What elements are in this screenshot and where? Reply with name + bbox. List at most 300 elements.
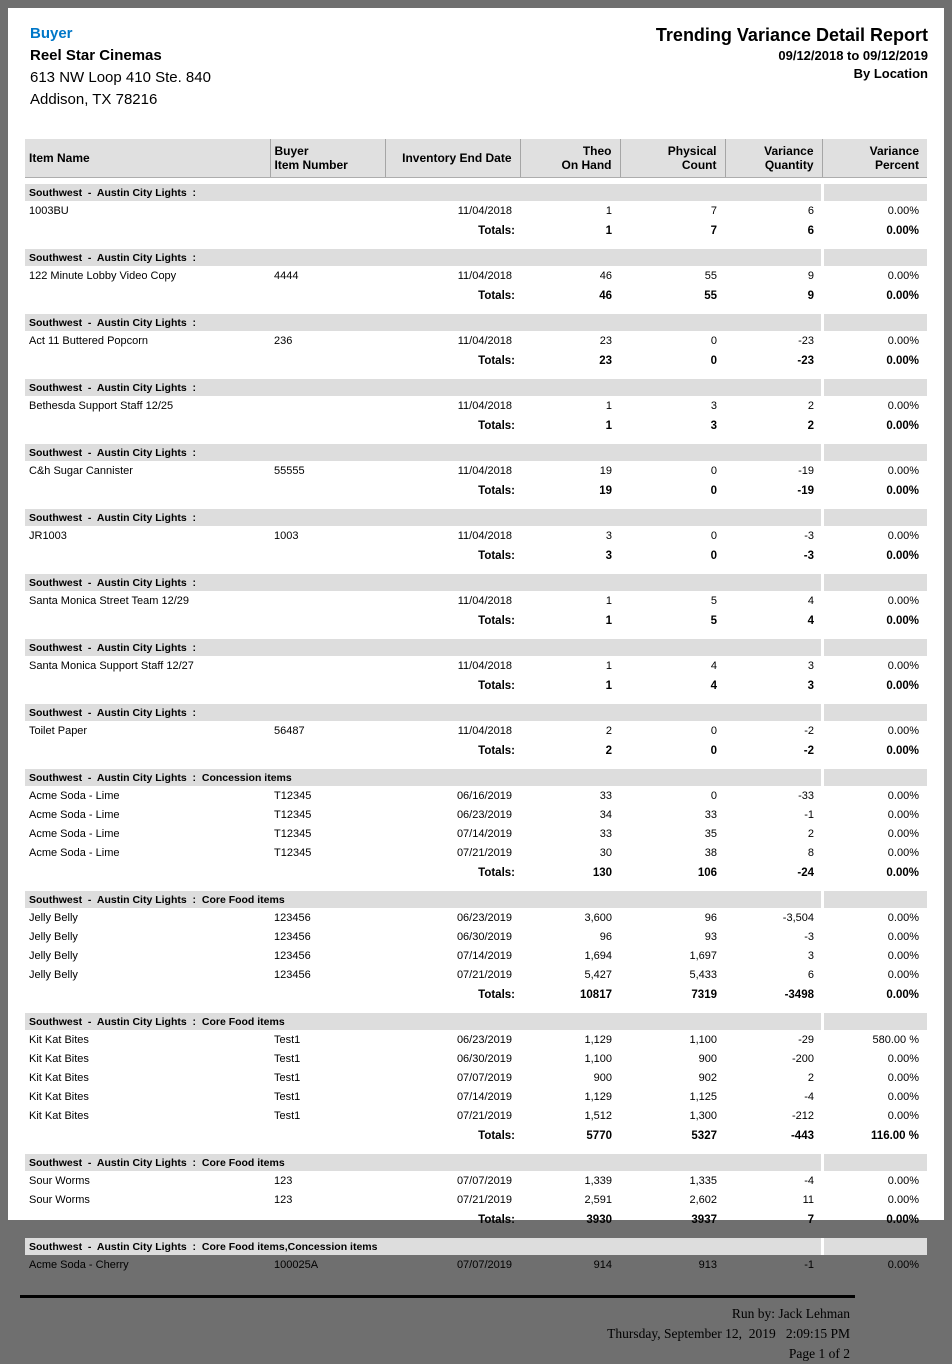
physical-count-cell: 913 [698,1258,717,1271]
totals-variance-quantity: -3 [803,550,814,562]
theo-on-hand-cell: 1,100 [584,1052,612,1065]
totals-label: Totals: [478,867,515,879]
report-title: Trending Variance Detail Report [655,25,928,45]
column-header-theo-on-hand: Theo On Hand [520,139,620,178]
item-row [25,1030,927,1049]
theo-on-hand-cell: 30 [599,846,612,859]
group-header-label: Southwest - Austin City Lights : Core Food items [25,1013,822,1030]
report-date-range: 09/12/2018 to 09/12/2019 [778,48,928,63]
buyer-item-number-cell [270,591,385,610]
totals-variance-percent: 0.00% [886,867,919,879]
variance-quantity-cell: 6 [807,204,814,217]
physical-count-cell: 902 [698,1071,717,1084]
buyer-item-number-cell: Test1 [274,1071,301,1084]
report-title-block [656,23,928,111]
totals-physical-count: 4 [710,680,717,692]
physical-count-cell: 0 [710,464,717,477]
group-gap-row [25,762,927,769]
theo-on-hand-cell: 46 [599,269,612,282]
totals-theo-on-hand: 1 [605,680,612,692]
buyer-item-number-cell: T12345 [274,808,312,821]
variance-quantity-cell: 2 [807,827,814,840]
group-gap-row [25,1147,927,1154]
physical-count-cell: 7 [710,204,717,217]
totals-variance-percent: 0.00% [886,1214,919,1226]
variance-quantity-cell: -2 [804,724,814,737]
run-by-text: Run by: Jack Lehman [731,1306,850,1321]
group-gap-row [25,437,927,444]
inventory-end-date-cell: 07/21/2019 [456,1193,512,1206]
group-header-row [25,891,927,908]
column-header-variance-quantity: Variance Quantity [725,139,822,178]
item-name-cell: Acme Soda - Lime [29,808,120,821]
physical-count-cell: 1,125 [689,1090,717,1103]
totals-variance-percent: 0.00% [886,355,919,367]
inventory-end-date-cell: 06/30/2019 [456,1052,512,1065]
totals-row [25,350,927,372]
group-header-label: Southwest - Austin City Lights : Core Food items,Concession items [25,1238,822,1255]
inventory-end-date-cell: 11/04/2018 [457,594,512,607]
group-gap-row [25,372,927,379]
inventory-end-date-cell: 11/04/2018 [457,269,512,282]
item-row [25,1049,927,1068]
item-name-cell: Santa Monica Street Team 12/29 [29,594,190,607]
report-grouping-label: By Location [853,66,928,81]
totals-row [25,1125,927,1147]
theo-on-hand-cell: 1 [605,399,612,412]
item-row [25,591,927,610]
buyer-item-number-cell: Test1 [274,1033,301,1046]
totals-theo-on-hand: 1 [605,615,612,627]
totals-blank-cell [25,545,385,567]
theo-on-hand-cell: 2,591 [584,1193,612,1206]
totals-physical-count: 5327 [691,1130,717,1142]
variance-percent-cell: 0.00% [887,930,919,943]
page-number-text: Page 1 of 2 [788,1346,850,1361]
group-header-row [25,574,927,591]
theo-on-hand-cell: 96 [599,930,612,943]
totals-physical-count: 7319 [691,989,717,1001]
totals-physical-count: 0 [710,745,717,757]
item-name-cell: Kit Kat Bites [29,1090,89,1103]
variance-quantity-cell: -3 [804,930,814,943]
variance-percent-cell: 0.00% [887,949,919,962]
item-name-cell: Act 11 Buttered Popcorn [29,334,149,347]
totals-blank-cell [25,220,385,242]
physical-count-cell: 38 [704,846,717,859]
address-line-1: 613 NW Loop 410 Ste. 840 [30,69,211,86]
inventory-end-date-cell: 06/23/2019 [456,1033,512,1046]
totals-label: Totals: [478,680,515,692]
item-name-cell: JR1003 [29,529,67,542]
item-row [25,656,927,675]
totals-physical-count: 55 [704,290,717,302]
column-header-inventory-end-date: Inventory End Date [385,139,520,178]
inventory-end-date-cell: 11/04/2018 [457,724,512,737]
footer-divider [20,1295,855,1298]
variance-percent-cell: 0.00% [887,1174,919,1187]
group-header-label: Southwest - Austin City Lights : [25,509,822,526]
theo-on-hand-cell: 1,129 [584,1033,612,1046]
group-gap-row [25,242,927,249]
group-header-label: Southwest - Austin City Lights : [25,444,822,461]
buyer-item-number-cell: 123456 [274,968,311,981]
physical-count-cell: 96 [704,911,717,924]
group-gap-row [25,502,927,509]
totals-label: Totals: [478,745,515,757]
totals-blank-cell [25,1209,385,1231]
item-name-cell: Toilet Paper [29,724,88,737]
column-header-item-name: Item Name [25,139,270,178]
totals-theo-on-hand: 5770 [586,1130,612,1142]
address-line-2: Addison, TX 78216 [30,91,158,108]
variance-percent-cell: 0.00% [887,827,919,840]
totals-row [25,285,927,307]
theo-on-hand-cell: 1,129 [584,1090,612,1103]
group-gap-row [25,1006,927,1013]
column-header-physical-count: Physical Count [620,139,725,178]
totals-row [25,480,927,502]
item-name-cell: Kit Kat Bites [29,1109,89,1122]
theo-on-hand-cell: 33 [599,827,612,840]
variance-percent-cell: 0.00% [887,464,919,477]
variance-percent-cell: 0.00% [887,808,919,821]
totals-blank-cell [25,740,385,762]
group-header-row [25,184,927,201]
item-row [25,266,927,285]
totals-label: Totals: [478,290,515,302]
physical-count-cell: 0 [710,789,717,802]
totals-theo-on-hand: 1 [605,420,612,432]
item-name-cell: 122 Minute Lobby Video Copy [29,269,177,282]
variance-quantity-cell: -200 [791,1052,814,1065]
totals-physical-count: 7 [710,225,717,237]
totals-variance-percent: 0.00% [886,550,919,562]
report-page [8,8,944,1361]
totals-theo-on-hand: 19 [599,485,612,497]
totals-variance-percent: 0.00% [886,745,919,757]
totals-variance-percent: 116.00 % [871,1130,919,1142]
theo-on-hand-cell: 1,694 [584,949,612,962]
physical-count-cell: 3 [710,399,717,412]
totals-physical-count: 0 [710,550,717,562]
inventory-end-date-cell: 11/04/2018 [457,204,512,217]
inventory-end-date-cell: 11/04/2018 [457,464,512,477]
group-header-last-cell [822,891,927,908]
variance-quantity-cell: -19 [798,464,814,477]
totals-row [25,675,927,697]
group-header-row [25,249,927,266]
theo-on-hand-cell: 900 [593,1071,612,1084]
item-row [25,927,927,946]
group-header-last-cell [822,314,927,331]
theo-on-hand-cell: 23 [599,334,612,347]
inventory-end-date-cell: 07/07/2019 [456,1258,512,1271]
theo-on-hand-cell: 3,600 [584,911,612,924]
group-header-last-cell [822,379,927,396]
totals-physical-count: 0 [710,355,717,367]
variance-quantity-cell: -4 [804,1090,814,1103]
item-name-cell: Kit Kat Bites [29,1052,89,1065]
variance-percent-cell: 0.00% [887,1071,919,1084]
inventory-end-date-cell: 07/14/2019 [456,1090,512,1103]
item-row [25,965,927,984]
variance-percent-cell: 0.00% [887,1109,919,1122]
group-header-label: Southwest - Austin City Lights : [25,379,822,396]
totals-theo-on-hand: 3 [605,550,612,562]
totals-row [25,220,927,242]
physical-count-cell: 55 [704,269,717,282]
totals-label: Totals: [478,1214,515,1226]
totals-variance-quantity: -23 [797,355,814,367]
gap-cell [25,372,927,379]
inventory-end-date-cell: 07/14/2019 [456,949,512,962]
totals-label: Totals: [478,550,515,562]
gap-cell [25,242,927,249]
table-header [25,139,927,178]
physical-count-cell: 33 [704,808,717,821]
group-header-row [25,769,927,786]
group-header-row [25,639,927,656]
physical-count-cell: 93 [704,930,717,943]
variance-percent-cell: 0.00% [887,204,919,217]
item-row [25,1171,927,1190]
theo-on-hand-cell: 19 [599,464,612,477]
physical-count-cell: 0 [710,334,717,347]
totals-label: Totals: [478,225,515,237]
gap-cell [25,307,927,314]
totals-label: Totals: [478,1130,515,1142]
buyer-item-number-cell: 56487 [274,724,305,737]
inventory-end-date-cell: 07/21/2019 [456,1109,512,1122]
totals-physical-count: 3937 [691,1214,717,1226]
variance-percent-cell: 0.00% [887,269,919,282]
totals-row [25,740,927,762]
gap-cell [25,697,927,704]
totals-variance-percent: 0.00% [886,615,919,627]
item-row [25,805,927,824]
physical-count-cell: 1,100 [689,1033,717,1046]
variance-quantity-cell: 2 [807,1071,814,1084]
totals-variance-quantity: -2 [803,745,814,757]
theo-on-hand-cell: 1 [605,594,612,607]
buyer-item-number-cell: T12345 [274,846,312,859]
report-header [8,8,944,111]
totals-physical-count: 0 [710,485,717,497]
buyer-item-number-cell: 123456 [274,949,311,962]
item-row [25,1255,927,1274]
item-row [25,843,927,862]
buyer-item-number-cell: T12345 [274,827,312,840]
buyer-item-number-cell: 123 [274,1174,293,1187]
group-header-row [25,704,927,721]
variance-percent-cell: 0.00% [887,789,919,802]
totals-row [25,545,927,567]
variance-percent-cell: 0.00% [887,1052,919,1065]
column-header-variance-percent: Variance Percent [822,139,927,178]
item-row [25,201,927,220]
item-name-cell: Jelly Belly [29,930,78,943]
report-footer [8,1304,944,1364]
variance-quantity-cell: -29 [798,1033,814,1046]
physical-count-cell: 900 [698,1052,717,1065]
totals-label: Totals: [478,615,515,627]
group-header-last-cell [822,769,927,786]
buyer-label: Buyer [30,25,73,42]
item-row [25,1190,927,1209]
theo-on-hand-cell: 2 [605,724,612,737]
group-header-last-cell [822,1238,927,1255]
totals-label: Totals: [478,355,515,367]
totals-theo-on-hand: 2 [605,745,612,757]
variance-quantity-cell: -33 [798,789,814,802]
buyer-item-number-cell: 123 [274,1193,293,1206]
inventory-end-date-cell: 07/07/2019 [456,1071,512,1084]
physical-count-cell: 2,602 [689,1193,717,1206]
buyer-item-number-cell: 4444 [274,269,299,282]
group-gap-row [25,307,927,314]
inventory-end-date-cell: 06/30/2019 [456,930,512,943]
variance-percent-cell: 0.00% [887,399,919,412]
theo-on-hand-cell: 914 [593,1258,612,1271]
group-header-label: Southwest - Austin City Lights : [25,314,822,331]
theo-on-hand-cell: 34 [599,808,612,821]
item-name-cell: C&h Sugar Cannister [29,464,133,477]
buyer-item-number-cell: T12345 [274,789,312,802]
buyer-item-number-cell [270,396,385,415]
inventory-end-date-cell: 11/04/2018 [457,334,512,347]
group-header-label: Southwest - Austin City Lights : [25,704,822,721]
totals-blank-cell [25,285,385,307]
item-name-cell: Sour Worms [29,1174,90,1187]
variance-percent-cell: 580.00 % [872,1033,919,1046]
buyer-item-number-cell [270,656,385,675]
item-name-cell: Acme Soda - Lime [29,789,120,802]
group-header-label: Southwest - Austin City Lights : [25,184,822,201]
totals-variance-quantity: 9 [807,290,814,302]
inventory-end-date-cell: 07/07/2019 [456,1174,512,1187]
totals-blank-cell [25,984,385,1006]
item-row [25,908,927,927]
buyer-item-number-cell: Test1 [274,1109,301,1122]
variance-percent-cell: 0.00% [887,594,919,607]
variance-percent-cell: 0.00% [887,659,919,672]
totals-row [25,610,927,632]
variance-quantity-cell: -212 [791,1109,814,1122]
group-gap-row [25,632,927,639]
physical-count-cell: 35 [704,827,717,840]
gap-cell [25,567,927,574]
totals-label: Totals: [478,989,515,1001]
totals-theo-on-hand: 1 [605,225,612,237]
table-header-row [25,139,927,178]
item-row [25,946,927,965]
variance-quantity-cell: 6 [807,968,814,981]
variance-quantity-cell: 4 [807,594,814,607]
totals-physical-count: 5 [710,615,717,627]
table-body [25,178,927,1275]
totals-theo-on-hand: 23 [599,355,612,367]
theo-on-hand-cell: 33 [599,789,612,802]
item-row [25,1087,927,1106]
inventory-end-date-cell: 06/16/2019 [456,789,512,802]
physical-count-cell: 4 [710,659,717,672]
gap-cell [25,762,927,769]
buyer-item-number-cell: 123456 [274,930,311,943]
group-header-last-cell [822,1154,927,1171]
group-header-label: Southwest - Austin City Lights : [25,639,822,656]
totals-variance-quantity: 7 [807,1214,814,1226]
theo-on-hand-cell: 1 [605,204,612,217]
item-name-cell: Jelly Belly [29,968,78,981]
physical-count-cell: 1,300 [689,1109,717,1122]
totals-label: Totals: [478,485,515,497]
physical-count-cell: 5 [710,594,717,607]
group-header-last-cell [822,444,927,461]
inventory-end-date-cell: 06/23/2019 [456,808,512,821]
group-header-last-cell [822,249,927,266]
inventory-end-date-cell: 11/04/2018 [457,399,512,412]
physical-count-cell: 1,335 [689,1174,717,1187]
inventory-end-date-cell: 11/04/2018 [457,529,512,542]
totals-theo-on-hand: 3930 [586,1214,612,1226]
group-header-row [25,314,927,331]
totals-row [25,984,927,1006]
physical-count-cell: 1,697 [689,949,717,962]
item-name-cell: Sour Worms [29,1193,90,1206]
gap-cell [25,632,927,639]
group-header-row [25,444,927,461]
variance-percent-cell: 0.00% [887,846,919,859]
group-gap-row [25,697,927,704]
theo-on-hand-cell: 5,427 [584,968,612,981]
run-datetime-text: Thursday, September 12, 2019 2:09:15 PM [607,1326,850,1341]
variance-quantity-cell: -1 [804,808,814,821]
physical-count-cell: 5,433 [689,968,717,981]
item-name-cell: 1003BU [29,204,69,217]
item-name-cell: Jelly Belly [29,911,78,924]
variance-quantity-cell: 8 [807,846,814,859]
group-header-label: Southwest - Austin City Lights : Core Food items [25,891,822,908]
company-name: Reel Star Cinemas [30,47,162,64]
buyer-item-number-cell: Test1 [274,1090,301,1103]
totals-variance-quantity: -19 [797,485,814,497]
group-header-row [25,1154,927,1171]
item-row [25,1068,927,1087]
totals-variance-percent: 0.00% [886,290,919,302]
item-name-cell: Kit Kat Bites [29,1071,89,1084]
totals-variance-quantity: -443 [790,1130,814,1142]
column-header-buyer-item-number: Buyer Item Number [270,139,385,178]
totals-variance-quantity: 3 [807,680,814,692]
item-name-cell: Acme Soda - Lime [29,846,120,859]
totals-row [25,415,927,437]
group-header-last-cell [822,509,927,526]
variance-quantity-cell: 2 [807,399,814,412]
buyer-address-block [30,23,211,111]
totals-blank-cell [25,415,385,437]
group-header-row [25,1013,927,1030]
variance-percent-cell: 0.00% [887,334,919,347]
theo-on-hand-cell: 1 [605,659,612,672]
totals-blank-cell [25,480,385,502]
variance-percent-cell: 0.00% [887,1258,919,1271]
totals-variance-percent: 0.00% [886,680,919,692]
totals-blank-cell [25,610,385,632]
buyer-item-number-cell: 1003 [274,529,299,542]
group-gap-row [25,567,927,574]
item-row [25,331,927,350]
